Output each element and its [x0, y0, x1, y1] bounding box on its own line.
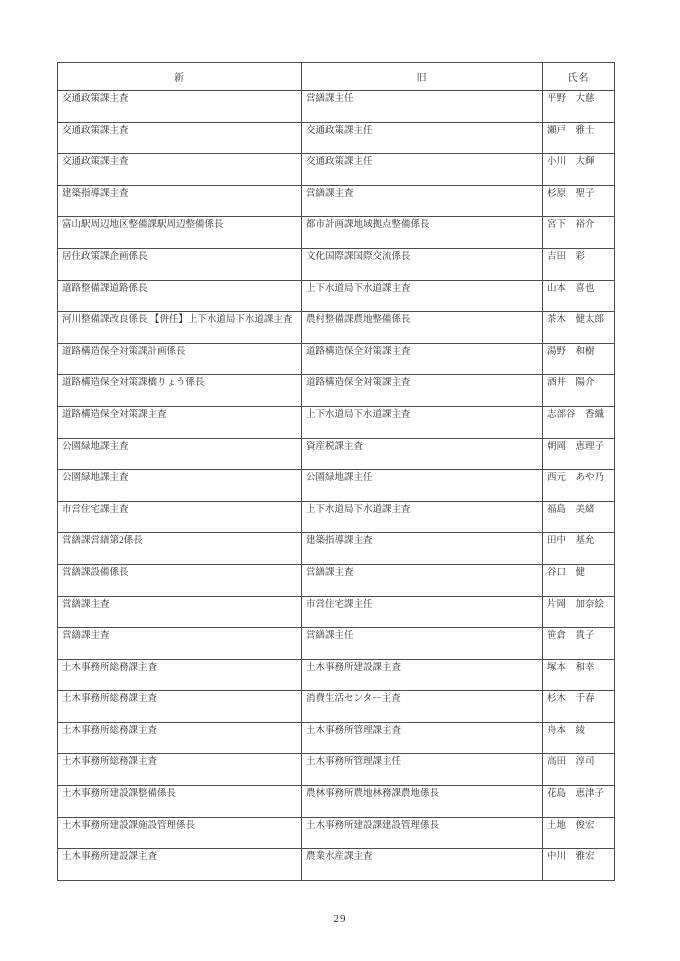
cell-old: 農業水産課主査 [302, 849, 543, 881]
table-body [58, 91, 615, 881]
cell-name: 花島 恵津子 [543, 786, 615, 818]
personnel-transfer-table [57, 62, 615, 881]
cell-new: 居住政策課企画係長 [58, 248, 302, 280]
cell-name: 土地 俊宏 [543, 817, 615, 849]
cell-new: 道路構造保全対策課計画係長 [58, 343, 302, 375]
cell-new: 営繕課設備係長 [58, 564, 302, 596]
cell-new: 河川整備課改良係長 【併任】上下水道局下水道課主査 [58, 312, 302, 344]
cell-old: 営繕課主査 [302, 564, 543, 596]
cell-name: 片岡 加奈絵 [543, 596, 615, 628]
cell-new: 土木事務所建設課施設管理係長 [58, 817, 302, 849]
cell-new: 交通政策課主査 [58, 122, 302, 154]
table-row [58, 659, 615, 691]
cell-old: 建築指導課主査 [302, 533, 543, 565]
cell-old: 市営住宅課主任 [302, 596, 543, 628]
cell-new: 営繕課主査 [58, 596, 302, 628]
cell-old: 土木事務所建設課主査 [302, 659, 543, 691]
table-row [58, 217, 615, 249]
table-row [58, 248, 615, 280]
column-header-name: 氏名 [543, 63, 615, 91]
cell-name: 高田 淳司 [543, 754, 615, 786]
cell-name: 茶木 健太郎 [543, 312, 615, 344]
cell-name: 杉木 千春 [543, 691, 615, 723]
cell-name: 宮下 裕介 [543, 217, 615, 249]
cell-old: 上下水道局下水道課主査 [302, 280, 543, 312]
cell-new: 交通政策課主査 [58, 91, 302, 123]
cell-new: 土木事務所建設課整備係長 [58, 786, 302, 818]
cell-name: 西元 あや乃 [543, 470, 615, 502]
cell-new: 富山駅周辺地区整備課駅周辺整備係長 [58, 217, 302, 249]
cell-name: 吉田 彩 [543, 248, 615, 280]
cell-new: 土木事務所総務課主査 [58, 722, 302, 754]
table-row [58, 501, 615, 533]
cell-old: 資産税課主査 [302, 438, 543, 470]
table-row [58, 596, 615, 628]
cell-old: 道路構造保全対策課主査 [302, 343, 543, 375]
cell-name: 小川 大輝 [543, 154, 615, 186]
cell-old: 上下水道局下水道課主査 [302, 406, 543, 438]
cell-new: 道路構造保全対策課橋りょう係長 [58, 375, 302, 407]
cell-old: 公園緑地課主任 [302, 470, 543, 502]
table-row [58, 280, 615, 312]
cell-name: 谷口 健 [543, 564, 615, 596]
table-row [58, 470, 615, 502]
table-row [58, 817, 615, 849]
cell-old: 土木事務所建設課建設管理係長 [302, 817, 543, 849]
cell-name: 福島 美緒 [543, 501, 615, 533]
cell-new: 道路構造保全対策課主査 [58, 406, 302, 438]
table-row [58, 849, 615, 881]
cell-new: 営繕課営繕第2係長 [58, 533, 302, 565]
cell-name: 湯野 和樹 [543, 343, 615, 375]
cell-name: 朝岡 恵理子 [543, 438, 615, 470]
table-row [58, 312, 615, 344]
table-row [58, 438, 615, 470]
cell-new: 土木事務所建設課主査 [58, 849, 302, 881]
cell-old: 交通政策課主任 [302, 122, 543, 154]
cell-name: 酒井 陽介 [543, 375, 615, 407]
table-row [58, 564, 615, 596]
cell-name: 舟本 綾 [543, 722, 615, 754]
cell-name: 瀬戸 雅士 [543, 122, 615, 154]
table-header-row [58, 63, 615, 91]
column-header-old: 旧 [302, 63, 543, 91]
cell-old: 消費生活センター主査 [302, 691, 543, 723]
cell-name: 平野 大慈 [543, 91, 615, 123]
table-row [58, 691, 615, 723]
cell-old: 営繕課主任 [302, 91, 543, 123]
table-row [58, 786, 615, 818]
cell-name: 杉原 聖子 [543, 185, 615, 217]
table-row [58, 122, 615, 154]
cell-name: 田中 基允 [543, 533, 615, 565]
table-row [58, 406, 615, 438]
cell-new: 建築指導課主査 [58, 185, 302, 217]
cell-new: 道路整備課道路係長 [58, 280, 302, 312]
cell-new: 土木事務所総務課主査 [58, 691, 302, 723]
table-row [58, 628, 615, 660]
table-row [58, 533, 615, 565]
table-row [58, 154, 615, 186]
cell-new: 土木事務所総務課主査 [58, 754, 302, 786]
cell-old: 交通政策課主任 [302, 154, 543, 186]
cell-name: 山本 喜也 [543, 280, 615, 312]
table-row [58, 754, 615, 786]
column-header-new: 新 [58, 63, 302, 91]
cell-new: 公園緑地課主査 [58, 470, 302, 502]
table-row [58, 375, 615, 407]
cell-old: 農林事務所農地林務課農地係長 [302, 786, 543, 818]
cell-old: 土木事務所管理課主任 [302, 754, 543, 786]
cell-old: 農村整備課農地整備係長 [302, 312, 543, 344]
page-number: 29 [333, 913, 347, 925]
cell-old: 都市計画課地域拠点整備係長 [302, 217, 543, 249]
cell-name: 塚本 和幸 [543, 659, 615, 691]
cell-new: 営繕課主査 [58, 628, 302, 660]
cell-name: 志部谷 香織 [543, 406, 615, 438]
cell-old: 上下水道局下水道課主査 [302, 501, 543, 533]
cell-old: 営繕課主任 [302, 628, 543, 660]
table-row [58, 722, 615, 754]
cell-old: 営繕課主査 [302, 185, 543, 217]
cell-new: 交通政策課主査 [58, 154, 302, 186]
cell-old: 土木事務所管理課主査 [302, 722, 543, 754]
cell-new: 市営住宅課主査 [58, 501, 302, 533]
cell-name: 中川 雅宏 [543, 849, 615, 881]
cell-new: 公園緑地課主査 [58, 438, 302, 470]
table-row [58, 343, 615, 375]
cell-old: 道路構造保全対策課主査 [302, 375, 543, 407]
cell-old: 文化国際課国際交流係長 [302, 248, 543, 280]
table-row [58, 91, 615, 123]
cell-name: 笹倉 貴子 [543, 628, 615, 660]
cell-new: 土木事務所総務課主査 [58, 659, 302, 691]
table-row [58, 185, 615, 217]
